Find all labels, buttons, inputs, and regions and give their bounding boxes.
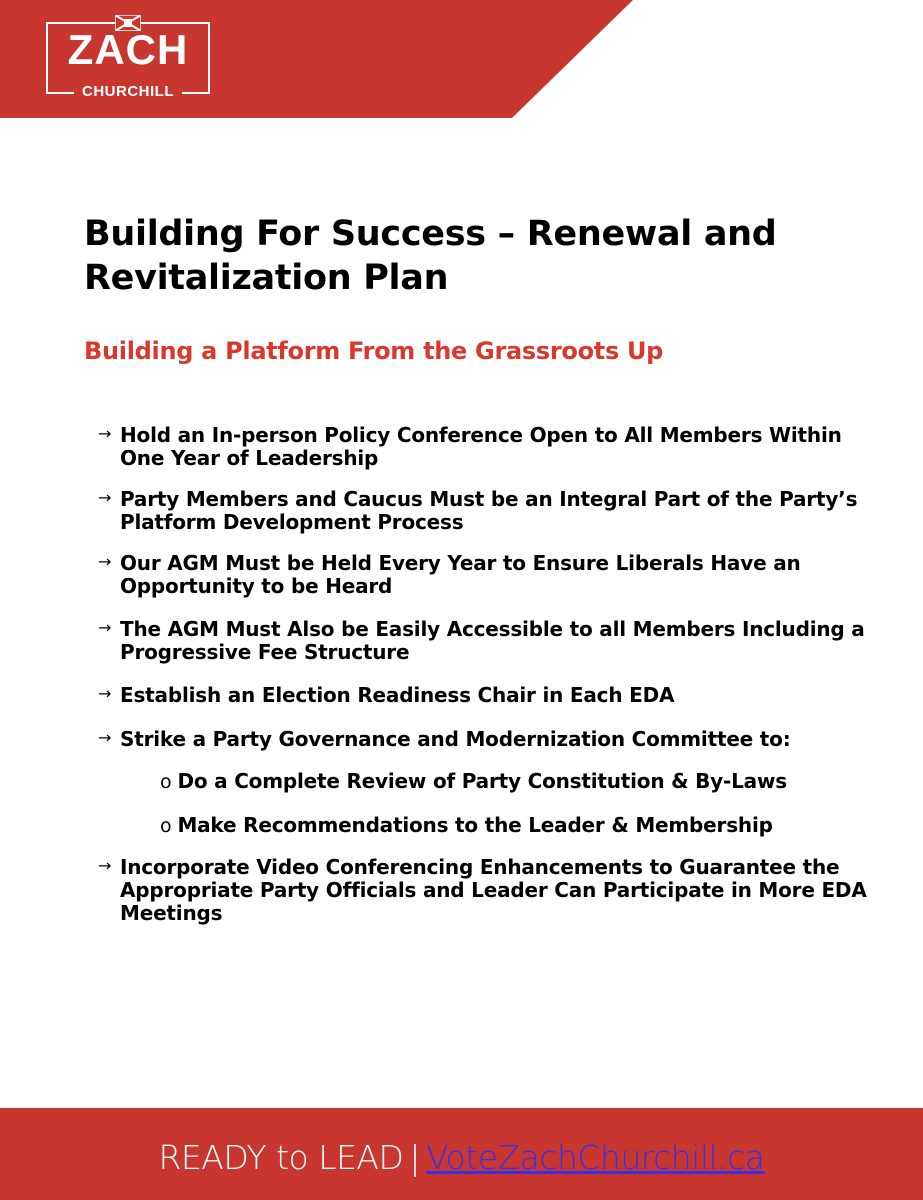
list-item-text: Establish an Election Readiness Chair in Each EDA xyxy=(120,683,675,707)
bullet-icon: o xyxy=(160,771,172,793)
list-item xyxy=(98,618,888,664)
footer-line xyxy=(0,1138,923,1178)
arrow-icon: → xyxy=(98,552,112,571)
sub-list-item-text: Make Recommendations to the Leader & Membership xyxy=(177,813,773,837)
logo-last-name: CHURCHILL xyxy=(74,83,182,101)
arrow-icon: → xyxy=(98,424,112,443)
list-item-text: Incorporate Video Conferencing Enhancements to Guarantee the Appropriate Party Officials and Leader Can Participate in More EDA Meetings xyxy=(120,855,867,925)
logo xyxy=(46,22,210,100)
sub-list-item xyxy=(160,770,787,794)
bullet-icon: o xyxy=(160,815,172,837)
arrow-icon: → xyxy=(98,488,112,507)
list-item xyxy=(98,684,674,707)
list-item xyxy=(98,856,888,925)
page-subtitle: Building a Platform From the Grassroots Up xyxy=(84,337,664,365)
list-item-text: The AGM Must Also be Easily Accessible to all Members Including a Progressive Fee Structure xyxy=(120,617,865,664)
footer-banner xyxy=(0,1108,923,1200)
sub-list-item xyxy=(160,814,773,838)
list-item xyxy=(98,424,888,470)
footer-tagline: READY to LEAD xyxy=(158,1138,404,1177)
list-item xyxy=(98,552,888,598)
website-link[interactable]: VoteZachChurchill.ca xyxy=(426,1138,765,1177)
list-item xyxy=(98,728,791,751)
list-item-text: Party Members and Caucus Must be an Integral Part of the Party’s Platform Development Process xyxy=(120,487,858,534)
list-item-text: Our AGM Must be Held Every Year to Ensure Liberals Have an Opportunity to be Heard xyxy=(120,551,801,598)
list-item-text: Strike a Party Governance and Modernization Committee to: xyxy=(120,727,791,751)
arrow-icon: → xyxy=(98,856,112,875)
arrow-icon: → xyxy=(98,618,112,637)
footer-separator: | xyxy=(409,1138,421,1177)
page-title: Building For Success – Renewal and Revitalization Plan xyxy=(84,214,777,298)
list-item-text: Hold an In-person Policy Conference Open to All Members Within One Year of Leadership xyxy=(120,423,842,470)
arrow-icon: → xyxy=(98,684,112,703)
list-item xyxy=(98,488,888,534)
arrow-icon: → xyxy=(98,728,112,747)
sub-list-item-text: Do a Complete Review of Party Constitution & By-Laws xyxy=(177,769,787,793)
logo-first-name: ZACH xyxy=(67,26,189,73)
